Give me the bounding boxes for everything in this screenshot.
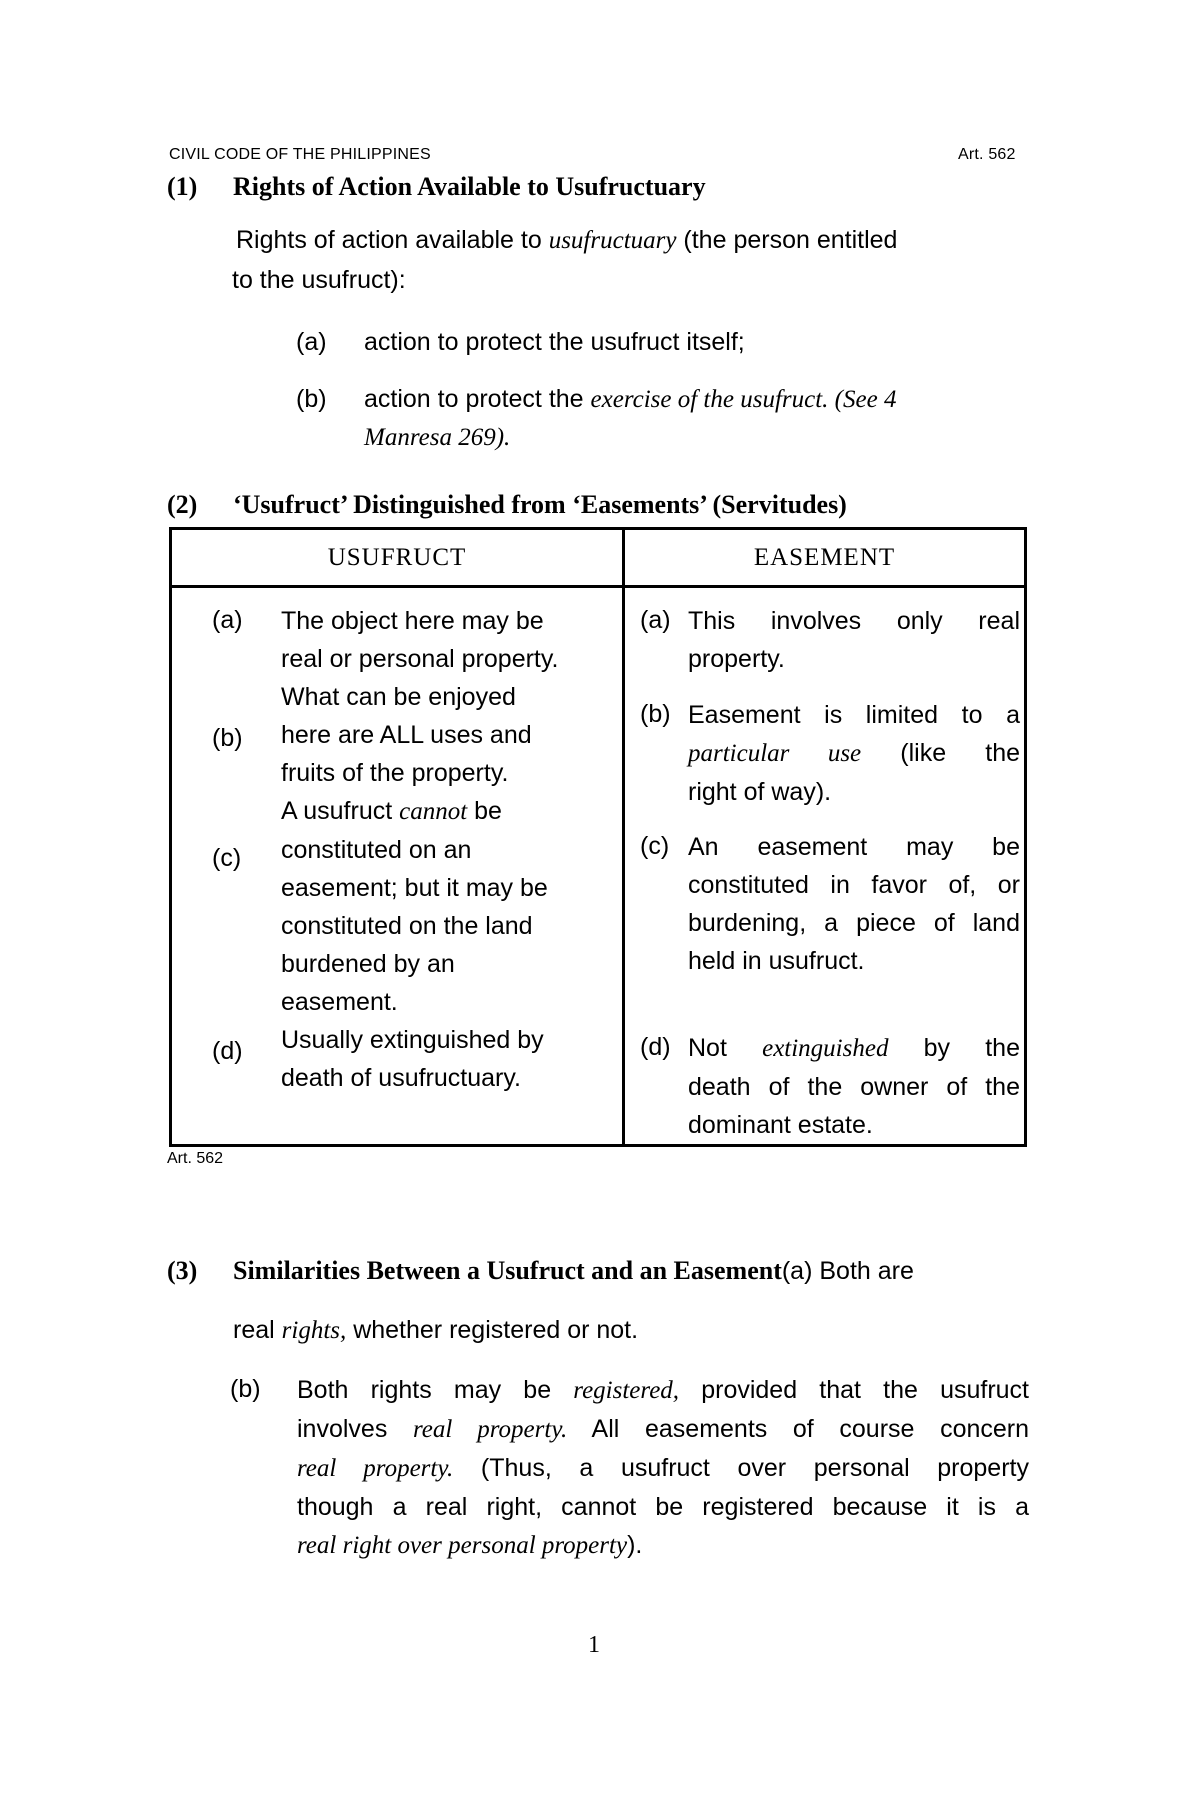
section-3-item-a-text: Both are: [812, 1257, 914, 1285]
page-number: 1: [588, 1632, 600, 1658]
easement-item-d: [688, 1029, 1020, 1144]
section-3-text-part: whether registered or not.: [346, 1316, 639, 1344]
section-1-title: Rights of Action Available to Usufructuary: [233, 172, 706, 201]
section-3-item-a-line2: [233, 1316, 638, 1345]
easement-item-b: [688, 696, 1020, 811]
easement-label-a: (a): [640, 606, 671, 634]
usufruct-line: fruits of the property.: [281, 759, 509, 787]
easement-line: This involves only real: [688, 607, 1020, 635]
section-1-intro-line2: to the usufruct):: [232, 266, 406, 294]
usufruct-line: real or personal property.: [281, 645, 559, 673]
section-3-item-b-text: [297, 1371, 1029, 1565]
b-italic-real-property: real property.: [412, 1416, 568, 1443]
easement-text-part: Not: [688, 1034, 763, 1062]
easement-line: [688, 734, 1020, 773]
usufruct-text: [281, 602, 611, 1097]
table-header-easement: EASEMENT: [753, 544, 896, 571]
item-b-italic: exercise of the usufruct. (See 4: [590, 386, 897, 413]
section-1-item-a-text: action to protect the usufruct itself;: [364, 328, 745, 356]
usufruct-label-b: (b): [212, 724, 243, 752]
easement-text-part: by the: [888, 1034, 1020, 1062]
usufruct-line: death of usufructuary.: [281, 1064, 521, 1092]
section-1-item-b-line2: Manresa 269).: [364, 424, 511, 451]
easement-line: held in usufruct.: [688, 947, 865, 975]
usufruct-line: What can be enjoyed: [281, 683, 516, 711]
book-title-header: CIVIL CODE OF THE PHILIPPINES: [169, 146, 431, 163]
usufruct-label-c: (c): [212, 844, 242, 872]
section-1-number: (1): [167, 172, 198, 201]
section-3-b-line: [297, 1449, 1029, 1488]
b-italic-real-property: real property.: [297, 1455, 454, 1482]
usufruct-line: [281, 792, 611, 831]
easement-item-a: [688, 602, 1020, 678]
easement-italic-extinguished: extinguished: [762, 1035, 889, 1062]
b-text-part: All easements of course concern: [567, 1415, 1030, 1443]
usufruct-text-part: be: [467, 797, 502, 825]
easement-line: An easement may be: [688, 833, 1020, 861]
section-3-title: Similarities Between a Usufruct and an Easement: [233, 1256, 782, 1285]
usufruct-line: burdened by an: [281, 950, 455, 978]
b-text-part: ).: [627, 1531, 643, 1559]
section-1-intro: [236, 226, 897, 255]
section-3-item-b-label: (b): [230, 1375, 261, 1403]
easement-line: property.: [688, 645, 785, 673]
article-number-header: Art. 562: [958, 146, 1016, 163]
section-1-item-a-label: (a): [296, 328, 327, 356]
section-3-b-line: [297, 1526, 1029, 1565]
section-1-item-b-text: [364, 385, 896, 414]
usufruct-label-a: (a): [212, 606, 243, 634]
easement-label-c: (c): [640, 832, 670, 860]
section-3-number: (3): [167, 1256, 198, 1285]
section-3-text-part: real: [233, 1316, 282, 1344]
b-text-part: provided that the usufruct: [679, 1376, 1029, 1404]
section-3-b-line: [297, 1371, 1029, 1410]
usufruct-line: constituted on the land: [281, 912, 533, 940]
usufruct-italic-cannot: cannot: [399, 798, 468, 825]
easement-italic-particular-use: particular use: [688, 740, 862, 767]
usufruct-line: constituted on an: [281, 836, 472, 864]
easement-line: death of the owner of the: [688, 1073, 1020, 1101]
usufruct-line: easement.: [281, 988, 398, 1016]
easement-item-c: [688, 828, 1020, 980]
usufruct-text-part: A usufruct: [281, 797, 400, 825]
section-2-number: (2): [167, 490, 198, 519]
usufruct-label-d: (d): [212, 1037, 243, 1065]
usufruct-line: easement; but it may be: [281, 874, 548, 902]
table-column-divider: [622, 530, 625, 1144]
b-text-part: involves: [297, 1415, 413, 1443]
easement-label-d: (d): [640, 1033, 671, 1061]
section-3-heading-line: [167, 1256, 197, 1286]
intro-term: usufructuary: [548, 227, 677, 254]
easement-label-b: (b): [640, 700, 671, 728]
intro-text-rest: (the person entitled: [676, 226, 898, 254]
easement-line: burdening, a piece of land: [688, 909, 1020, 937]
easement-line: Easement is limited to a: [688, 701, 1020, 729]
easement-line: constituted in favor of, or: [688, 871, 1020, 899]
easement-line: dominant estate.: [688, 1111, 873, 1139]
table-header-usufruct: USUFRUCT: [327, 544, 467, 571]
section-1-item-b-label: (b): [296, 385, 327, 413]
usufruct-line: The object here may be: [281, 607, 544, 635]
b-text-part: Both rights may be: [297, 1376, 574, 1404]
section-3-b-line: [297, 1410, 1029, 1449]
intro-text: Rights of action available to: [236, 226, 549, 254]
b-italic-real-right: real right over personal property: [297, 1532, 628, 1559]
table-footer-article: Art. 562: [167, 1150, 224, 1167]
section-3-title-line: [233, 1256, 914, 1286]
usufruct-line: here are ALL uses and: [281, 721, 532, 749]
usufruct-line: Usually extinguished by: [281, 1026, 544, 1054]
comparison-table: [169, 527, 1027, 1147]
easement-line: [688, 1029, 1020, 1068]
section-3-item-a-label: (a): [781, 1257, 813, 1285]
b-italic-registered: registered,: [573, 1377, 680, 1404]
b-text-part: (Thus, a usufruct over personal property: [453, 1454, 1029, 1482]
section-2-title: ‘Usufruct’ Distinguished from ‘Easements’ (Servitudes): [233, 490, 847, 519]
section-3-italic-rights: rights,: [281, 1317, 347, 1344]
item-b-text: action to protect the: [364, 385, 591, 413]
easement-text-part: (like the: [861, 739, 1021, 767]
table-header-divider: [172, 585, 1024, 588]
section-3-b-line: though a real right, cannot be registered because it is a: [297, 1493, 1029, 1521]
easement-line: right of way).: [688, 778, 832, 806]
